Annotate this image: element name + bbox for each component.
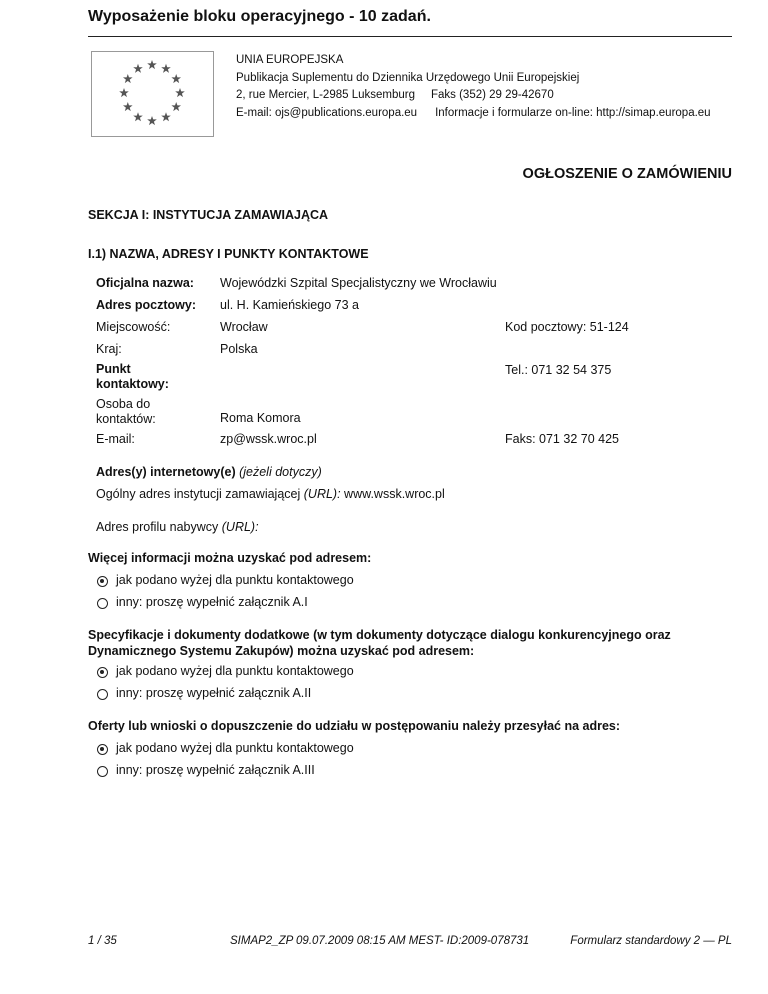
- city-label: Miejscowość:: [96, 320, 171, 334]
- section-1-heading: SEKCJA I: INSTYTUCJA ZAMAWIAJĄCA: [88, 208, 329, 222]
- postal-address-value: ul. H. Kamieńskiego 73 a: [220, 298, 359, 312]
- city-value: Wrocław: [220, 320, 268, 334]
- fax-number: Faks: 071 32 70 425: [505, 432, 619, 446]
- star-icon: [161, 64, 171, 73]
- notice-title: OGŁOSZENIE O ZAMÓWIENIU: [522, 166, 732, 182]
- offers-heading: Oferty lub wnioski o dopuszczenie do udziału w postępowaniu należy przesyłać na adres:: [88, 719, 621, 733]
- star-icon: [161, 112, 171, 121]
- star-icon: [119, 88, 129, 97]
- more-info-option-2-label: inny: proszę wypełnić załącznik A.I: [116, 595, 308, 609]
- footer-form-name: Formularz standardowy 2 — PL: [570, 935, 732, 947]
- postal-address-label: Adres pocztowy:: [96, 298, 197, 312]
- specs-heading: Specyfikacje i dokumenty dodatkowe (w tym dokumenty dotyczące dialogu konkurencyjnego oraz Dynamicznego Systemu Zakupów) można uzyskać pod adresem:: [88, 628, 671, 658]
- contact-point-label: Punkt kontaktowy:: [96, 362, 169, 391]
- specs-option-2-label: inny: proszę wypełnić załącznik A.II: [116, 686, 312, 700]
- offers-option-1-radio[interactable]: [97, 744, 108, 755]
- offers-option-1-label: jak podano wyżej dla punktu kontaktowego: [116, 741, 354, 755]
- buyer-profile-row: Adres profilu nabywcy (URL):: [96, 520, 259, 534]
- more-info-option-2-radio[interactable]: [97, 598, 108, 609]
- header-email: E-mail: ojs@publications.europa.eu: [236, 106, 418, 119]
- star-icon: [147, 60, 157, 69]
- more-info-heading: Więcej informacji można uzyskać pod adresem:: [88, 551, 372, 565]
- specs-option-1-radio[interactable]: [97, 667, 108, 678]
- postcode: Kod pocztowy: 51-124: [505, 320, 629, 334]
- specs-option-1-label: jak podano wyżej dla punktu kontaktowego: [116, 664, 354, 678]
- header-org: UNIA EUROPEJSKA: [236, 54, 344, 66]
- header-fax: Faks (352) 29 29-42670: [430, 89, 554, 101]
- official-name-label: Oficjalna nazwa:: [96, 276, 194, 290]
- country-label: Kraj:: [96, 342, 122, 356]
- general-address-row: Ogólny adres instytucji zamawiającej (URL): www.wssk.wroc.pl: [96, 487, 445, 501]
- contact-person-label: Osoba do kontaktów:: [96, 397, 156, 426]
- more-info-option-1-radio[interactable]: [97, 576, 108, 587]
- email-label: E-mail:: [96, 432, 135, 446]
- footer-page-number: 1 / 35: [88, 935, 117, 947]
- star-icon: [123, 74, 133, 83]
- general-address-link[interactable]: www.wssk.wroc.pl: [344, 487, 445, 501]
- telephone: Tel.: 071 32 54 375: [505, 363, 612, 377]
- email-value[interactable]: zp@wssk.wroc.pl: [220, 432, 317, 446]
- offers-option-2-radio[interactable]: [97, 766, 108, 777]
- star-icon: [147, 116, 157, 125]
- star-icon: [171, 102, 181, 111]
- contact-person-value: Roma Komora: [220, 411, 301, 425]
- star-icon: [123, 102, 133, 111]
- header-publication: Publikacja Suplementu do Dziennika Urzędowego Unii Europejskiej: [236, 71, 580, 84]
- title-divider: [88, 36, 732, 37]
- eu-stars-flag-icon: [92, 52, 213, 136]
- section-1-1-heading: I.1) NAZWA, ADRESY I PUNKTY KONTAKTOWE: [88, 247, 369, 261]
- eu-flag-icon: [91, 51, 214, 137]
- specs-option-2-radio[interactable]: [97, 689, 108, 700]
- publisher-header: [236, 52, 711, 122]
- star-icon: [171, 74, 181, 83]
- footer-document-id: SIMAP2_ZP 09.07.2009 08:15 AM MEST- ID:2009-078731: [230, 935, 530, 947]
- offers-option-2-label: inny: proszę wypełnić załącznik A.III: [116, 763, 315, 777]
- star-icon: [133, 112, 143, 121]
- header-address: 2, rue Mercier, L-2985 Luksemburg: [236, 89, 415, 101]
- internet-heading: Adres(y) internetowy(e) (jeżeli dotyczy): [96, 465, 322, 479]
- header-info: Informacje i formularze on-line: http://simap.europa.eu: [435, 106, 711, 119]
- official-name-value: Wojewódzki Szpital Specjalistyczny we Wrocławiu: [220, 276, 497, 290]
- country-value: Polska: [220, 342, 258, 356]
- star-icon: [175, 88, 185, 97]
- document-title: Wyposażenie bloku operacyjnego - 10 zadań.: [88, 8, 431, 25]
- more-info-option-1-label: jak podano wyżej dla punktu kontaktowego: [116, 573, 354, 587]
- star-icon: [133, 64, 143, 73]
